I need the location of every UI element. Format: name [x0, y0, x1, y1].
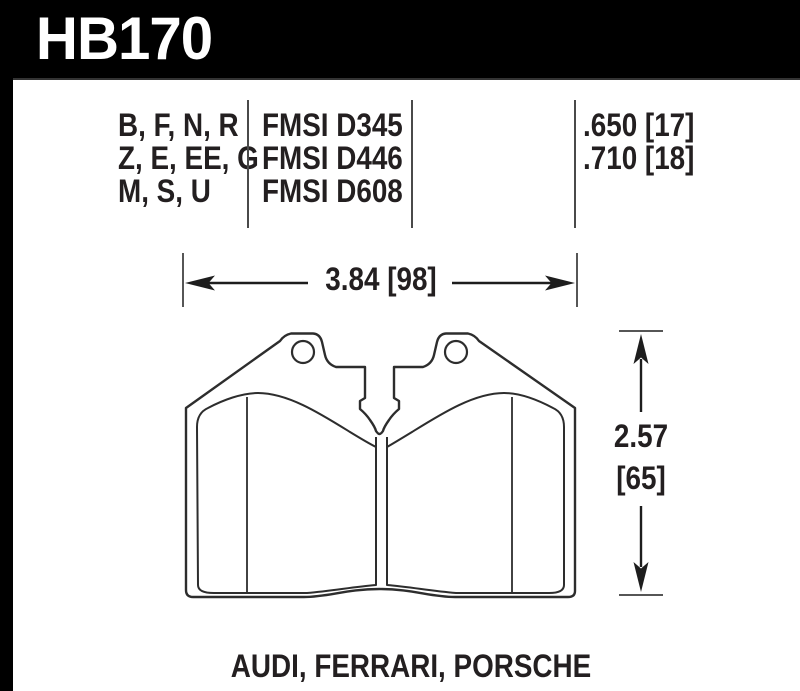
applications-label: AUDI, FERRARI, PORSCHE [230, 648, 592, 684]
friction-material-right [387, 393, 564, 593]
thickness-row-1: .650 [17] [583, 107, 695, 143]
compound-letters-row-3: M, S, U [118, 173, 211, 209]
compound-letters-row-2: Z, E, EE, G [118, 140, 259, 176]
part-number-label: HB170 [35, 5, 213, 72]
spec-table-dividers [248, 100, 575, 228]
compound-letters-row-1: B, F, N, R [118, 107, 239, 143]
thickness-row-2: .710 [18] [583, 140, 695, 176]
height-dimension-arrow [619, 331, 663, 595]
height-dimension-label-inches: 2.57 [613, 418, 669, 454]
fmsi-row-2: FMSI D446 [262, 140, 403, 176]
width-dimension-label: 3.84 [98] [325, 261, 437, 297]
fmsi-row-1: FMSI D345 [262, 107, 403, 143]
backing-plate-outline [186, 334, 575, 598]
brake-pad-drawing [186, 334, 575, 598]
friction-material-left [197, 393, 376, 593]
fmsi-row-3: FMSI D608 [262, 173, 403, 209]
left-mounting-hole [292, 341, 314, 363]
right-mounting-hole [445, 341, 467, 363]
width-dimension-arrow [183, 253, 577, 307]
height-dimension-label-mm: [65] [616, 460, 666, 496]
